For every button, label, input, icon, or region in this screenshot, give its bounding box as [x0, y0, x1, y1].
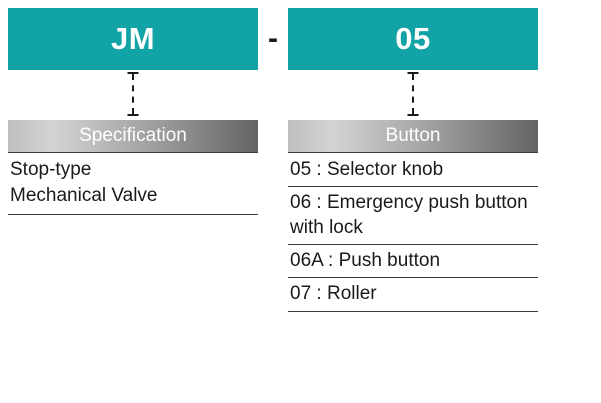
list-item: 05 : Selector knob [288, 152, 538, 187]
code-box-button [288, 8, 538, 70]
item-list-specification [8, 152, 258, 215]
column-button [288, 8, 538, 312]
code-box-specification [8, 8, 258, 70]
header-label-specification: Specification [79, 125, 187, 146]
item-list-button [288, 152, 538, 312]
code-text-specification: JM [110, 21, 156, 56]
connector-cap-bottom-icon [128, 114, 139, 116]
connector-dashed-line-icon [412, 74, 414, 114]
spec-line-1: Stop-type [10, 159, 92, 180]
column-specification [8, 8, 258, 215]
header-bar-button [288, 120, 538, 152]
list-item: 07 : Roller [288, 278, 538, 311]
list-item: 06A : Push button [288, 245, 538, 278]
connector-dashed-line-icon [132, 74, 134, 114]
connector-specification [8, 70, 258, 120]
header-label-button: Button [385, 125, 441, 146]
connector-cap-bottom-icon [408, 114, 419, 116]
list-item [8, 152, 258, 215]
code-text-button: 05 [395, 21, 431, 56]
spec-line-2: Mechanical Valve [10, 184, 158, 206]
list-item: 06 : Emergency push button with lock [288, 187, 538, 245]
separator-dash: - [268, 22, 278, 55]
header-bar-specification [8, 120, 258, 152]
connector-button [288, 70, 538, 120]
